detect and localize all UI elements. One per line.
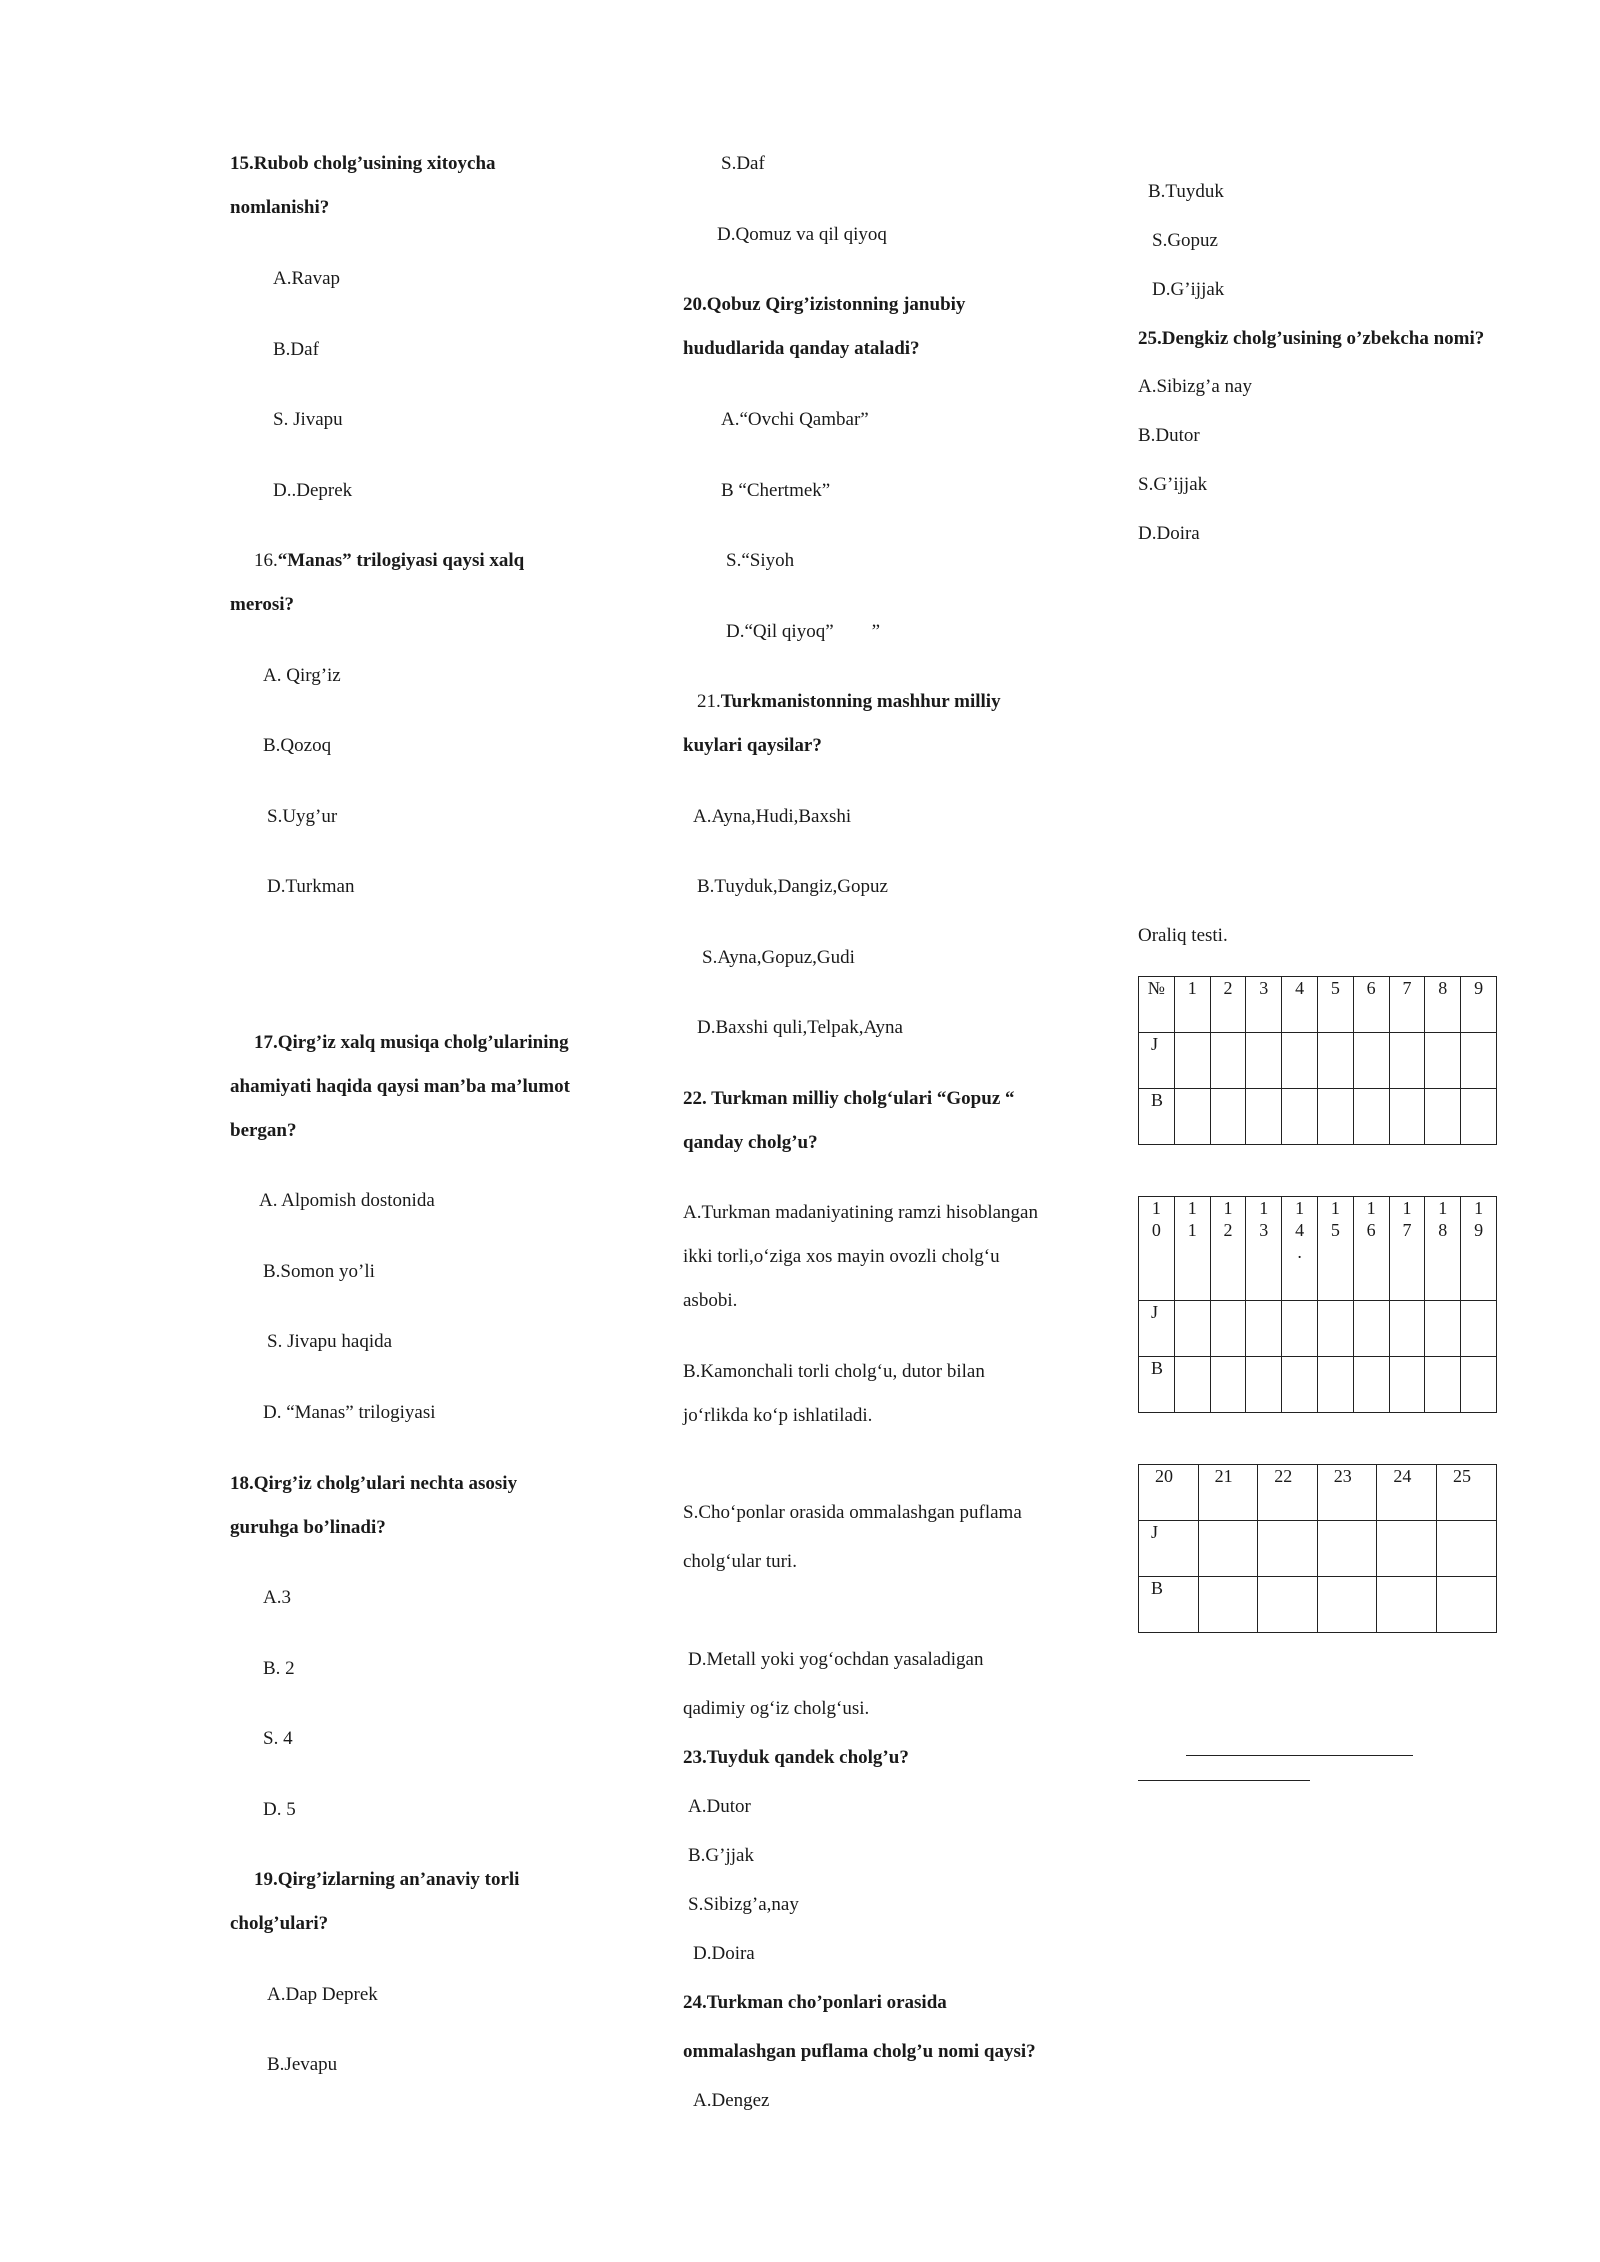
grid1-answer-cell[interactable] <box>1353 1033 1389 1089</box>
q22-option-s-cont: cholg‘ular turi. <box>683 1551 797 1572</box>
answer-grid-2-row-j <box>1139 1301 1497 1357</box>
question-15-text-cont: nomlanishi? <box>230 197 330 218</box>
grid2-header-14: 1 4 . <box>1282 1197 1318 1301</box>
grid1-answer-cell[interactable] <box>1174 1033 1210 1089</box>
q22-option-b: B.Kamonchali torli cholg‘u, dutor bilan <box>683 1361 985 1382</box>
question-22-text-cont: qanday cholg’u? <box>683 1132 818 1153</box>
question-16-title: “Manas” trilogiyasi qaysi xalq <box>277 550 525 571</box>
grid2-header-17: 1 7 <box>1389 1197 1425 1301</box>
question-19-text: 19.Qirg’izlarning an’anaviy torli <box>254 1869 520 1890</box>
question-15-text: 15.Rubob cholg’usining xitoycha <box>230 153 496 174</box>
q18-option-d: D. 5 <box>263 1799 296 1820</box>
grid2-header-16: 1 6 <box>1353 1197 1389 1301</box>
q16-option-s: S.Uyg’ur <box>267 806 338 827</box>
q22-option-a-cont: ikki torli,o‘ziga xos mayin ovozli cholg‘u <box>683 1246 1000 1267</box>
grid2-answer-cell[interactable] <box>1282 1301 1318 1357</box>
grid3-header-25: 25 <box>1436 1465 1496 1521</box>
q22-option-b-cont: jo‘rlikda ko‘p ishlatiladi. <box>683 1405 873 1426</box>
q17-option-b: B.Somon yo’li <box>263 1261 375 1282</box>
answer-grid-1-row-j <box>1139 1033 1497 1089</box>
grid2-answer-cell[interactable] <box>1389 1357 1425 1413</box>
grid2-header-19: 1 9 <box>1461 1197 1497 1301</box>
q24-option-a: A.Dengez <box>693 2090 770 2111</box>
answer-sheet-title: Oraliq testi. <box>1138 925 1228 946</box>
grid2-answer-cell[interactable] <box>1461 1357 1497 1413</box>
grid3-answer-cell[interactable] <box>1258 1577 1318 1633</box>
answer-grid-3-row-j <box>1139 1521 1497 1577</box>
grid2-answer-cell[interactable] <box>1246 1301 1282 1357</box>
answer-grid-1-row-b <box>1139 1089 1497 1145</box>
q24-option-b: B.Tuyduk <box>1148 181 1224 202</box>
q17-option-d: D. “Manas” trilogiyasi <box>263 1402 436 1423</box>
q20-option-b: B “Chertmek” <box>721 480 831 501</box>
grid1-answer-cell[interactable] <box>1317 1089 1353 1145</box>
grid1-row-label-b: B <box>1139 1089 1175 1145</box>
grid1-answer-cell[interactable] <box>1317 1033 1353 1089</box>
grid1-header-number-sign: № <box>1139 977 1175 1033</box>
signature-line <box>1186 1755 1413 1756</box>
signature-line-2 <box>1138 1780 1310 1781</box>
grid1-row-label-j: J <box>1139 1033 1175 1089</box>
grid1-header-9: 9 <box>1461 977 1497 1033</box>
grid2-header-15: 1 5 <box>1317 1197 1353 1301</box>
grid3-answer-cell[interactable] <box>1258 1521 1318 1577</box>
q15-option-s: S. Jivapu <box>273 409 343 430</box>
grid3-row-label-j: J <box>1139 1521 1199 1577</box>
grid1-answer-cell[interactable] <box>1389 1089 1425 1145</box>
q20-option-a: A.“Ovchi Qambar” <box>721 409 869 430</box>
question-18-text-cont: guruhga bo’linadi? <box>230 1517 386 1538</box>
question-24-text-cont: ommalashgan puflama cholg’u nomi qaysi? <box>683 2041 1036 2062</box>
grid3-answer-cell[interactable] <box>1436 1521 1496 1577</box>
question-16-number: 16. <box>254 550 278 571</box>
grid2-answer-cell[interactable] <box>1174 1301 1210 1357</box>
grid3-header-23: 23 <box>1317 1465 1377 1521</box>
grid1-answer-cell[interactable] <box>1461 1033 1497 1089</box>
grid1-header-5: 5 <box>1317 977 1353 1033</box>
grid2-answer-cell[interactable] <box>1282 1357 1318 1413</box>
grid2-header-12: 1 2 <box>1210 1197 1246 1301</box>
answer-grid-2-header-row <box>1139 1197 1497 1301</box>
grid2-answer-cell[interactable] <box>1246 1357 1282 1413</box>
q22-option-d: D.Metall yoki yog‘ochdan yasaladigan <box>688 1649 984 1670</box>
question-22-text: 22. Turkman milliy cholg‘ulari “Gopuz “ <box>683 1088 1015 1109</box>
grid1-header-8: 8 <box>1425 977 1461 1033</box>
q23-option-s: S.Sibizg’a,nay <box>688 1894 799 1915</box>
grid3-answer-cell[interactable] <box>1198 1521 1258 1577</box>
grid2-answer-cell[interactable] <box>1389 1301 1425 1357</box>
grid3-answer-cell[interactable] <box>1317 1577 1377 1633</box>
q22-option-s: S.Cho‘ponlar orasida ommalashgan puflama <box>683 1502 1022 1523</box>
grid2-header-18: 1 8 <box>1425 1197 1461 1301</box>
question-19-text-cont: cholg’ulari? <box>230 1913 329 1934</box>
q22-option-a: A.Turkman madaniyatining ramzi hisoblangan <box>683 1202 1038 1223</box>
grid3-header-22: 22 <box>1258 1465 1318 1521</box>
grid3-answer-cell[interactable] <box>1377 1577 1437 1633</box>
answer-grid-3-row-b <box>1139 1577 1497 1633</box>
answer-grid-3 <box>1138 1464 1497 1633</box>
q19-option-s: S.Daf <box>721 153 765 174</box>
question-21-number: 21. <box>697 691 721 712</box>
answer-grid-3-header-row <box>1139 1465 1497 1521</box>
grid3-answer-cell[interactable] <box>1436 1577 1496 1633</box>
grid3-header-21: 21 <box>1198 1465 1258 1521</box>
q23-option-a: A.Dutor <box>688 1796 751 1817</box>
q18-option-b: B. 2 <box>263 1658 295 1679</box>
q23-option-d: D.Doira <box>693 1943 755 1964</box>
grid1-answer-cell[interactable] <box>1425 1089 1461 1145</box>
grid1-answer-cell[interactable] <box>1461 1089 1497 1145</box>
q16-option-a: A. Qirg’iz <box>263 665 341 686</box>
grid3-row-label-b: B <box>1139 1577 1199 1633</box>
grid1-header-1: 1 <box>1174 977 1210 1033</box>
q24-option-s: S.Gopuz <box>1152 230 1218 251</box>
q25-option-d: D.Doira <box>1138 523 1200 544</box>
grid1-answer-cell[interactable] <box>1246 1089 1282 1145</box>
question-24-text: 24.Turkman cho’ponlari orasida <box>683 1992 947 2013</box>
grid2-row-label-j: J <box>1139 1301 1175 1357</box>
grid2-row-label-b: B <box>1139 1357 1175 1413</box>
grid2-answer-cell[interactable] <box>1317 1301 1353 1357</box>
grid1-header-2: 2 <box>1210 977 1246 1033</box>
question-17-text-cont: ahamiyati haqida qaysi man’ba ma’lumot <box>230 1076 570 1097</box>
q20-option-d: D.“Qil qiyoq” ” <box>726 621 881 642</box>
question-21-text <box>697 691 1001 713</box>
question-18-text: 18.Qirg’iz cholg’ulari nechta asosiy <box>230 1473 518 1494</box>
q17-option-s: S. Jivapu haqida <box>267 1331 393 1352</box>
q16-option-b: B.Qozoq <box>263 735 332 756</box>
grid1-answer-cell[interactable] <box>1210 1033 1246 1089</box>
grid2-header-13: 1 3 <box>1246 1197 1282 1301</box>
q20-option-s: S.“Siyoh <box>726 550 795 571</box>
answer-grid-1-header-row <box>1139 977 1497 1033</box>
q25-option-a: A.Sibizg’a nay <box>1138 376 1252 397</box>
answer-grid-2-row-b <box>1139 1357 1497 1413</box>
grid2-answer-cell[interactable] <box>1210 1301 1246 1357</box>
grid1-answer-cell[interactable] <box>1174 1089 1210 1145</box>
grid1-header-4: 4 <box>1282 977 1318 1033</box>
question-16-text-cont: merosi? <box>230 594 295 615</box>
q21-option-b: B.Tuyduk,Dangiz,Gopuz <box>697 876 888 897</box>
grid3-answer-cell[interactable] <box>1377 1521 1437 1577</box>
grid1-answer-cell[interactable] <box>1425 1033 1461 1089</box>
answer-grid-2 <box>1138 1196 1497 1413</box>
q25-option-b: B.Dutor <box>1138 425 1200 446</box>
grid1-answer-cell[interactable] <box>1210 1089 1246 1145</box>
q19-option-d: D.Qomuz va qil qiyoq <box>717 224 887 245</box>
grid1-answer-cell[interactable] <box>1282 1089 1318 1145</box>
q18-option-s: S. 4 <box>263 1728 293 1749</box>
grid1-answer-cell[interactable] <box>1389 1033 1425 1089</box>
question-16-text <box>254 550 524 572</box>
grid2-answer-cell[interactable] <box>1210 1357 1246 1413</box>
question-20-text-cont: hududlarida qanday ataladi? <box>683 338 920 359</box>
q24-option-d: D.G’ijjak <box>1152 279 1225 300</box>
question-25-text: 25.Dengkiz cholg’usining o’zbekcha nomi? <box>1138 328 1485 349</box>
q15-option-b: B.Daf <box>273 339 319 360</box>
grid3-header-20: 20 <box>1139 1465 1199 1521</box>
question-21-title: Turkmanistonning mashhur milliy <box>720 691 1001 712</box>
grid2-answer-cell[interactable] <box>1461 1301 1497 1357</box>
grid1-answer-cell[interactable] <box>1246 1033 1282 1089</box>
q25-option-s: S.G’ijjak <box>1138 474 1208 495</box>
grid2-answer-cell[interactable] <box>1174 1357 1210 1413</box>
q21-option-s: S.Ayna,Gopuz,Gudi <box>702 947 855 968</box>
q22-option-d-cont: qadimiy og‘iz cholg‘usi. <box>683 1698 870 1719</box>
grid2-answer-cell[interactable] <box>1425 1357 1461 1413</box>
grid2-header-10: 1 0 <box>1139 1197 1175 1301</box>
grid3-answer-cell[interactable] <box>1317 1521 1377 1577</box>
q15-option-a: A.Ravap <box>273 268 341 289</box>
q17-option-a: A. Alpomish dostonida <box>259 1190 435 1211</box>
grid1-answer-cell[interactable] <box>1282 1033 1318 1089</box>
q15-option-d: D..Deprek <box>273 480 353 501</box>
grid2-answer-cell[interactable] <box>1317 1357 1353 1413</box>
grid1-header-3: 3 <box>1246 977 1282 1033</box>
q18-option-a: A.3 <box>263 1587 291 1608</box>
q16-option-d: D.Turkman <box>267 876 355 897</box>
q22-option-a-cont2: asbobi. <box>683 1290 738 1311</box>
q19-option-a: A.Dap Deprek <box>267 1984 378 2005</box>
question-17-text-cont2: bergan? <box>230 1120 297 1141</box>
grid3-header-24: 24 <box>1377 1465 1437 1521</box>
question-23-text: 23.Tuyduk qandek cholg’u? <box>683 1747 909 1768</box>
grid2-answer-cell[interactable] <box>1353 1357 1389 1413</box>
grid1-header-6: 6 <box>1353 977 1389 1033</box>
grid1-answer-cell[interactable] <box>1353 1089 1389 1145</box>
answer-grid-1 <box>1138 976 1497 1145</box>
grid3-answer-cell[interactable] <box>1198 1577 1258 1633</box>
question-17-text: 17.Qirg’iz xalq musiqa cholg’ularining <box>254 1032 569 1053</box>
grid2-header-11: 1 1 <box>1174 1197 1210 1301</box>
q21-option-d: D.Baxshi quli,Telpak,Ayna <box>697 1017 903 1038</box>
grid1-header-7: 7 <box>1389 977 1425 1033</box>
grid2-answer-cell[interactable] <box>1425 1301 1461 1357</box>
grid2-answer-cell[interactable] <box>1353 1301 1389 1357</box>
q21-option-a: A.Ayna,Hudi,Baxshi <box>693 806 852 827</box>
question-21-text-cont: kuylari qaysilar? <box>683 735 822 756</box>
q19-option-b: B.Jevapu <box>267 2054 338 2075</box>
q23-option-b: B.G’jjak <box>688 1845 754 1866</box>
question-20-text: 20.Qobuz Qirg’izistonning janubiy <box>683 294 966 315</box>
